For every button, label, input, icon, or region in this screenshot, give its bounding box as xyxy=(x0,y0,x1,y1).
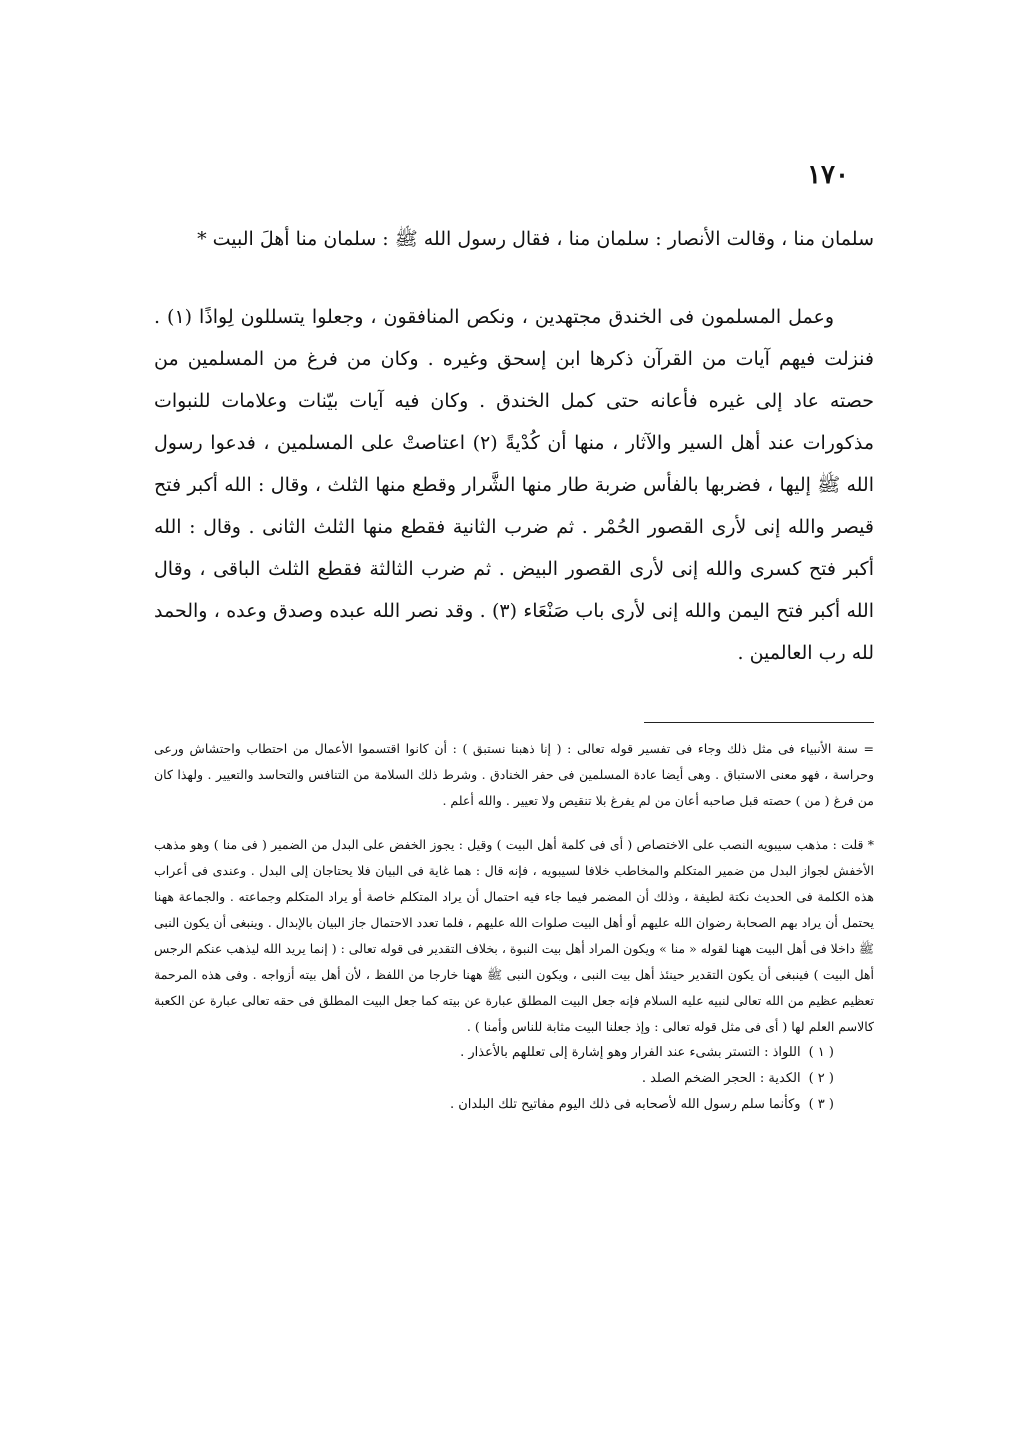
footnote-2 xyxy=(154,1066,874,1092)
footnote-3 xyxy=(154,1092,874,1118)
footnotes xyxy=(154,736,874,1118)
footnote-3-number: ( ٣ ) xyxy=(808,1097,834,1112)
intro-paragraph: سلمان منا ، وقالت الأنصار : سلمان منا ، فقال رسول الله ﷺ : سلمان منا أهلَ البيت * xyxy=(197,228,874,250)
footnote-2-text: الكدية : الحجر الضخم الصلد . xyxy=(641,1071,801,1086)
body-paragraph: وعمل المسلمون فى الخندق مجتهدين ، ونكص المنافقون ، وجعلوا يتسللون لِواذًا (١) . فنزلت فيهم آيات من القرآن ذكرها ابن إسحق وغيره . وكان من فرغ من المسلمين من حصته عاد إلى غيره فأعانه حتى كمل الخندق . وكان فيه آيات بيّنات وعلامات للنبوات مذكورات عند أهل السير والآثار ، منها أن كُدْيةً (٢) اعتاصتْ على المسلمين ، فدعوا رسول الله ﷺ إليها ، فضربها بالفأس ضربة طار منها الشَّرار وقطع منها الثلث ، وقال : الله أكبر فتح قيصر والله إنى لأرى القصور الحُمْر . ثم ضرب الثانية فقطع منها الثلث الثانى . وقال : الله أكبر فتح كسرى والله إنى لأرى القصور البيض . ثم ضرب الثالثة فقطع الثلث الباقى ، وقال الله أكبر فتح اليمن والله إنى لأرى باب صَنْعَاء (٣) . وقد نصر الله عبده وصدق وعده ، والحمد لله رب العالمين . xyxy=(154,306,875,664)
footnote-continued: = سنة الأنبياء فى مثل ذلك وجاء فى تفسير قوله تعالى : ( إنا ذهبنا نستبق ) : أن كانوا اقتسموا الأعمال من احتطاب واحتشاش ورعى وحراسة ، فهو معنى الاستباق . وهى أيضا عادة المسلمين فى حفر الخنادق . وشرط ذلك السلامة من التنافس والتحاسد والتعيير . ولهذا كان من فرغ ( من ) حصته قبل صاحبه أعان من لم يفرغ بلا تنقيص ولا تعيير . والله أعلم . xyxy=(154,741,874,808)
paragraph-gap xyxy=(154,260,874,296)
footnote-divider xyxy=(644,722,874,723)
footnote-3-text: وكأنما سلم رسول الله لأصحابه فى ذلك اليوم مفاتيح تلك البلدان . xyxy=(449,1097,801,1112)
footnote-1-number: ( ١ ) xyxy=(808,1045,834,1060)
footnote-1-text: اللواذ : التستر بشىء عند الفرار وهو إشارة إلى تعللهم بالأعذار . xyxy=(460,1045,801,1060)
main-text xyxy=(154,218,874,674)
footnote-2-number: ( ٢ ) xyxy=(808,1071,834,1086)
footnote-star: * قلت : مذهب سيبويه النصب على الاختصاص ( أى فى كلمة أهل البيت ) وقيل : يجوز الخفض على البدل من الضمير ( فى منا ) وهو مذهب الأخفش لجواز البدل من ضمير المتكلم والمخاطب خلافا لسيبويه ، فإنه قال : هما غاية فى البيان فلا يحتاجان إلى البدل . وعندى فى أعراب هذه الكلمة فى الحديث نكتة لطيفة ، وذلك أن المضمر فيما جاء فيه احتمال أن يراد المتكلم خاصة أو يراد المتكلم وجماعته . والجماعة ههنا يحتمل أن يراد بهم الصحابة رضوان الله عليهم أو أهل البيت صلوات الله عليهم ، فلما تعدد الاحتمال جاز البيان بالإبدال . وينبغى أن يكون النبى ﷺ داخلا فى أهل البيت ههنا لقوله « منا » ويكون المراد أهل بيت النبوة ، بخلاف التقدير فى قوله تعالى : ( إنما يريد الله ليذهب عنكم الرجس أهل البيت ) فينبغى أن يكون التقدير حينئذ أهل بيت النبى ، ويكون النبى ﷺ ههنا خارجا من اللفظ ، لأن أهل بيته أزواجه . وفى هذه المرحمة تعظيم عظيم من الله تعالى لنبيه عليه السلام فإنه جعل البيت المطلق عبارة عن بيته كما جعل البيت المطلق فى حقه تعالى عبارة عن الكعبة كالاسم العلم لها ( أى فى مثل قوله تعالى : وإذ جعلنا البيت مثابة للناس وأمنا ) . xyxy=(154,837,874,1034)
page-number: ١٧٠ xyxy=(807,160,849,190)
footnote-gap xyxy=(154,814,874,832)
footnote-1 xyxy=(154,1040,874,1066)
